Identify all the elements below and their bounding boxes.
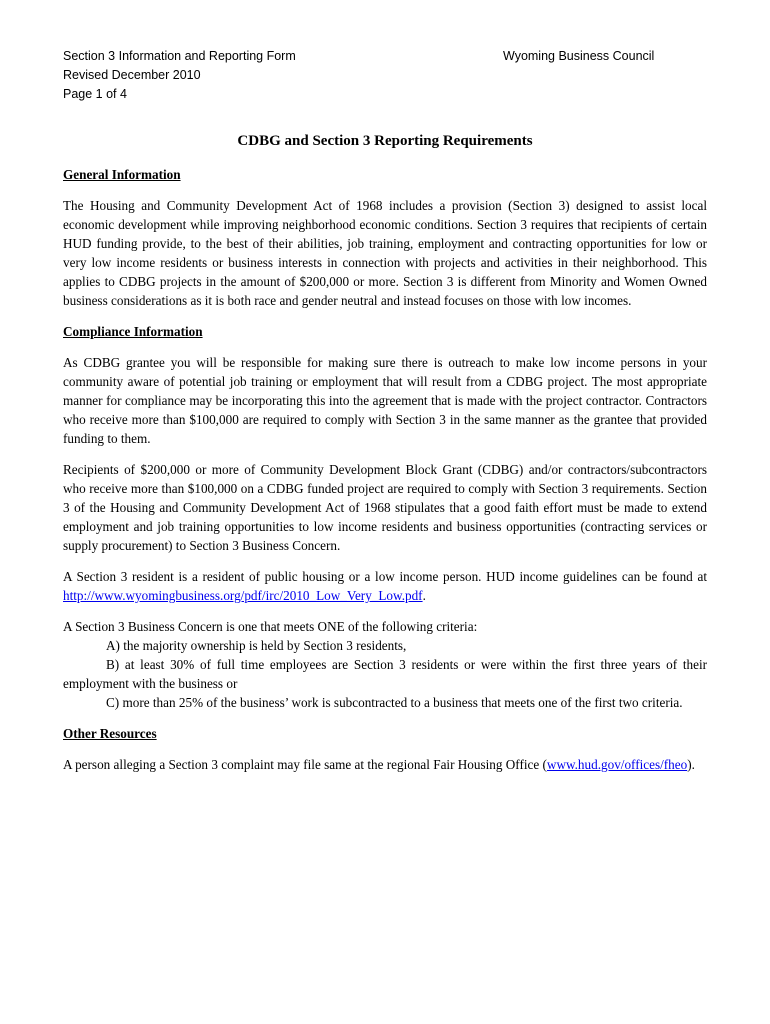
resources-heading: Other Resources	[63, 726, 157, 741]
page-number: Page 1 of 4	[63, 87, 127, 101]
resident-end: .	[422, 588, 426, 603]
resident-paragraph	[63, 567, 707, 605]
concern-intro: A Section 3 Business Concern is one that meets ONE of the following criteria:	[63, 619, 478, 634]
compliance-paragraph-1: As CDBG grantee you will be responsible for making sure there is outreach to make low income persons in your community aware of potential job training or employment that will result from a CDBG project. The most appropriate manner for compliance may be incorporating this into the agreement that is made with the project contractor. Contractors who receive more than $100,000 are required to comply with Section 3 in the same manner as the grantee that provided funding to them.	[63, 355, 707, 446]
criteria-b: B) at least 30% of full time employees are Section 3 residents or were within the first three years of their employment with the business or	[63, 657, 707, 691]
revised-date: Revised December 2010	[63, 68, 201, 82]
open-paren: (	[542, 757, 547, 772]
general-paragraph: The Housing and Community Development Act of 1968 includes a provision (Section 3) designed to assist local economic development while improving neighborhood economic conditions. Section 3 requires that recipients of certain HUD funding provide, to the best of their abilities, job training, employment and contracting opportunities for low or very low income residents or business interests in connection with projects and activities in their neighborhood. This applies to CDBG projects in the amount of $200,000 or more. Section 3 is different from Minority and Women Owned business considerations as it is both race and gender neutral and instead focuses on those with low incomes.	[63, 198, 707, 308]
resources-paragraph	[63, 755, 707, 774]
criteria-a: A) the majority ownership is held by Section 3 residents,	[106, 638, 407, 653]
fair-housing-link[interactable]: www.hud.gov/offices/fheo	[546, 757, 688, 772]
compliance-heading: Compliance Information	[63, 324, 203, 339]
criteria-c: C) more than 25% of the business’ work is subcontracted to a business that meets one of the first two criteria.	[106, 695, 683, 710]
business-concern-block	[63, 617, 707, 712]
resources-text: A person alleging a Section 3 complaint may file same at the regional Fair Housing Office	[63, 757, 540, 772]
organization-name: Wyoming Business Council	[503, 49, 655, 63]
document-body	[63, 165, 707, 786]
header-left	[63, 47, 296, 104]
compliance-paragraph-2: Recipients of $200,000 or more of Community Development Block Grant (CDBG) and/or contractors/subcontractors who receive more than $100,000 on a CDBG funded project are required to comply with Section 3 requirements. Section 3 of the Housing and Community Development Act of 1968 stipulates that a good faith effort must be made to extend employment and job training opportunities to low income residents and business opportunities (contracting services or supply procurement) to Section 3 Business Concern.	[63, 462, 707, 553]
page-title: CDBG and Section 3 Reporting Requirements	[237, 133, 533, 149]
general-heading: General Information	[63, 167, 181, 182]
resident-text: A Section 3 resident is a resident of public housing or a low income person. HUD income guidelines can be found at	[63, 569, 707, 584]
income-guidelines-link[interactable]: http://www.wyomingbusiness.org/pdf/irc/2010_Low_Very_Low.pdf	[63, 588, 423, 603]
close-paren: ).	[687, 757, 695, 772]
form-title: Section 3 Information and Reporting Form	[63, 49, 296, 63]
